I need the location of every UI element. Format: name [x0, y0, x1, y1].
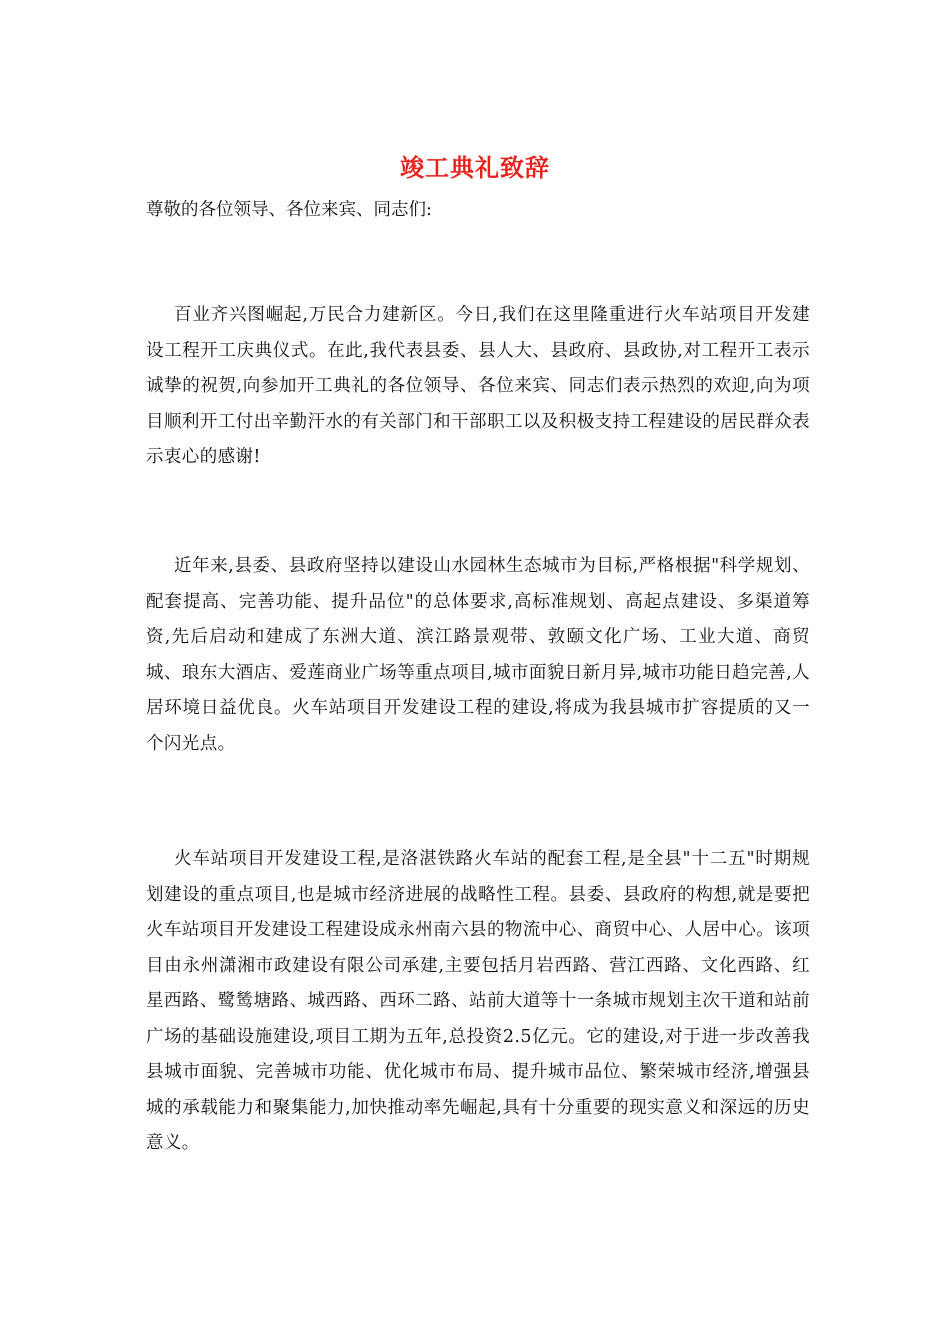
- paragraph-1: 百业齐兴图崛起,万民合力建新区。今日,我们在这里隆重进行火车站项目开发建设工程开工庆典仪式。在此,我代表县委、县人大、县政府、县政协,对工程开工表示诚挚的祝贺,向参加开工典礼的各位领导、各位来宾、同志们表示热烈的欢迎,向为项目顺利开工付出辛勤汗水的有关部门和干部职工以及积极支持工程建设的居民群众表示衷心的感谢!: [146, 305, 810, 467]
- salutation: 尊敬的各位领导、各位来宾、同志们:: [146, 200, 432, 220]
- document-title: 竣工典礼致辞: [400, 153, 550, 182]
- paragraph-3: 火车站项目开发建设工程,是洛湛铁路火车站的配套工程,是全县"十二五"时期规划建设的重点项目,也是城市经济进展的战略性工程。县委、县政府的构想,就是要把火车站项目开发建设工程建设成永州南六县的物流中心、商贸中心、人居中心。该项目由永州潇湘市政建设有限公司承建,主要包括月岩西路、营江西路、文化西路、红星西路、鹭鸶塘路、城西路、西环二路、站前大道等十一条城市规划主次干道和站前广场的基础设施建设,项目工期为五年,总投资2.5亿元。它的建设,对于进一步改善我县城市面貌、完善城市功能、优化城市布局、提升城市品位、繁荣城市经济,增强县城的承载能力和聚集能力,加快推动率先崛起,具有十分重要的现实意义和深远的历史意义。: [146, 849, 810, 1153]
- paragraph-2: 近年来,县委、县政府坚持以建设山水园林生态城市为目标,严格根据"科学规划、配套提高、完善功能、提升品位"的总体要求,高标准规划、高起点建设、多渠道筹资,先后启动和建成了东洲大道、滨江路景观带、敦颐文化广场、工业大道、商贸城、琅东大酒店、爱莲商业广场等重点项目,城市面貌日新月异,城市功能日趋完善,人居环境日益优良。火车站项目开发建设工程的建设,将成为我县城市扩容提质的又一个闪光点。: [146, 556, 810, 754]
